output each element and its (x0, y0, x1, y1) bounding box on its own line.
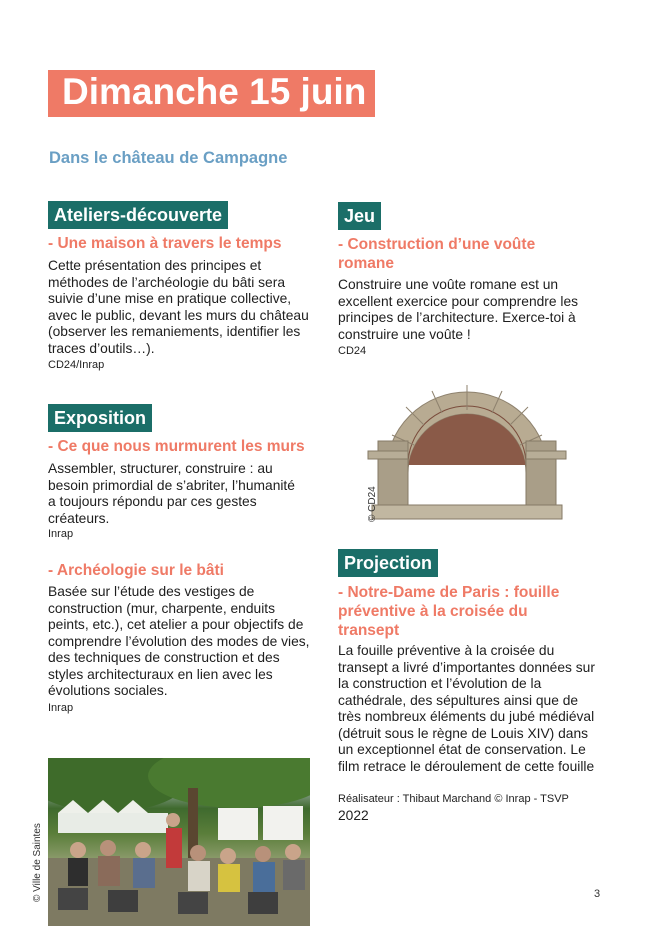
page-number: 3 (594, 888, 601, 900)
event-credit-murmures: Inrap (48, 528, 74, 540)
event-credit-notre-dame: Réalisateur : Thibaut Marchand © Inrap - TSVP (338, 793, 569, 805)
section-heading-projection: Projection (338, 549, 438, 577)
event-title-maison: - Une maison à travers le temps (48, 235, 282, 252)
event-description-notre-dame: La fouille préventive à la croisée du transept a livré d’importantes données sur la construction et l’évolution de la cathédrale, des sépultures ainsi que de très nombreux éléments du jubé médiéval (détruit sous le règne de Louis XIV) dans un exceptionnel état de conservation. Le film retrace le déroulement de cette fouille (338, 643, 595, 774)
event-description-archeologie: Basée sur l’étude des vestiges de construction (mur, charpente, enduits peints, etc.), cet atelier a pour objectifs de comprendre l’évolution des modes de vies, des techniques de construction et des styles architecturaux en lien avec les évolutions sociales. (48, 584, 310, 698)
date-title: Dimanche 15 juin (62, 71, 367, 112)
event-credit-archeologie: Inrap (48, 702, 74, 714)
date-banner (48, 70, 375, 117)
section-heading-jeu: Jeu (338, 202, 381, 230)
event-credit-maison: CD24/Inrap (48, 359, 105, 371)
event-description-maison: Cette présentation des principes et méthodes de l’archéologie du bâti sera suivie d’une mise en pratique collective, avec le public, devant les murs du château (observer les remaniements, identifier les traces d’outils…). (48, 258, 309, 356)
event-description-murmures: Assembler, structurer, construire : au besoin primordial de s’abriter, l’humanité a toujours répondu par ces gestes créateurs. (48, 461, 295, 526)
event-title-notre-dame: - Notre-Dame de Paris : fouille préventive à la croisée du transept (338, 584, 560, 639)
event-description-voute: Construire une voûte romane est un excellent exercice pour comprendre les principes de l’architecture. Exerce-toi à construire une voûte ! (338, 277, 579, 342)
workshop-photo (48, 758, 310, 926)
wooden-vault-illustration (364, 355, 570, 527)
image-credit-cd24: © CD24 (367, 486, 378, 522)
event-credit-voute: CD24 (338, 345, 367, 357)
photo-credit-saintes: © Ville de Saintes (32, 823, 43, 902)
section-heading-ateliers: Ateliers-découverte (48, 201, 228, 229)
venue-subtitle: Dans le château de Campagne (49, 149, 288, 167)
event-title-murmures: - Ce que nous murmurent les murs (48, 438, 305, 455)
workshop-scene-illustration (48, 758, 310, 926)
event-title-voute: - Construction d’une voûte romane (338, 236, 536, 272)
event-title-archeologie: - Archéologie sur le bâti (48, 562, 224, 579)
vault-model-image (364, 355, 570, 527)
event-year-notre-dame: 2022 (338, 808, 369, 823)
section-heading-exposition: Exposition (48, 404, 152, 432)
